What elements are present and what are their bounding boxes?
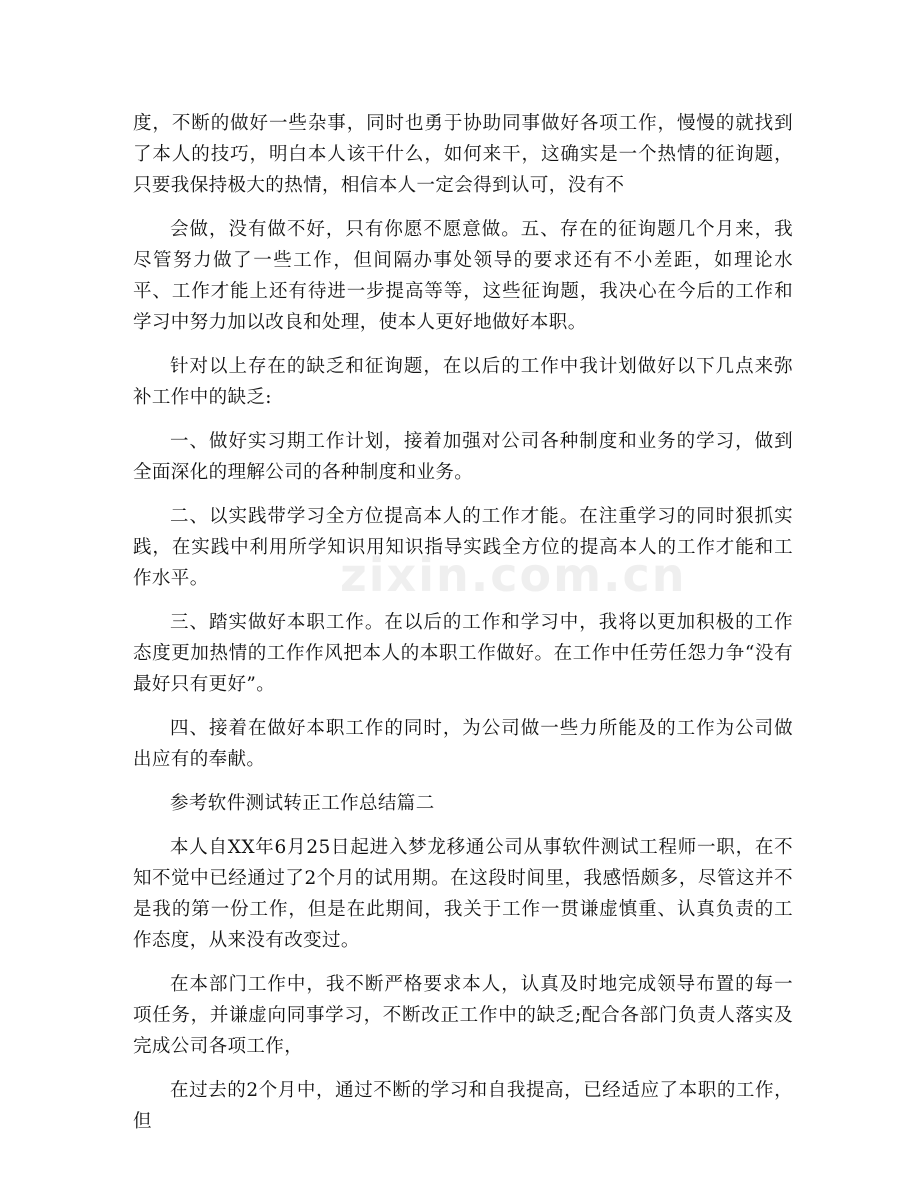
paragraph-1: 度，不断的做好一些杂事，同时也勇于协助同事做好各项工作，慢慢的就找到了本人的技巧，明白本人该干什么，如何来干，这确实是一个热情的征询题，只要我保持极大的热情，相信本人一定会得到认可，没有不 [133,113,793,196]
paragraph-3: 针对以上存在的缺乏和征询题，在以后的工作中我计划做好以下几点来弥补工作中的缺乏: [133,356,793,408]
paragraph-7: 四、接着在做好本职工作的同时，为公司做一些力所能及的工作为公司做出应有的奉献。 [133,718,793,770]
document-body [133,108,793,1150]
paragraph-10: 在过去的2个月中，通过不断的学习和自我提高，已经适应了本职的工作，但 [133,1080,793,1132]
paragraph-4: 一、做好实习期工作计划，接着加强对公司各种制度和业务的学习，做到全面深化的理解公司的各种制度和业务。 [133,431,793,483]
paragraph-8: 本人自XX年6月25日起进入梦龙移通公司从事软件测试工程师一职，在不知不觉中已经通过了2个月的试用期。在这段时间里，我感悟颇多，尽管这并不是我的第一份工作，但是在此期间，我关于工作一贯谦虚慎重、认真负责的工作态度，从来没有改变过。 [133,837,793,951]
paragraph-5: 二、以实践带学习全方位提高本人的工作才能。在注重学习的同时狠抓实践，在实践中利用所学知识用知识指导实践全方位的提高本人的工作才能和工作水平。 [133,506,793,589]
watermark-text: zixin.com.cn [340,548,687,602]
paragraph-2: 会做，没有做不好，只有你愿不愿意做。五、存在的征询题几个月来，我尽管努力做了一些工作，但间隔办事处领导的要求还有不小差距，如理论水平、工作才能上还有待进一步提高等等，这些征询题，我决心在今后的工作和学习中努力加以改良和处理，使本人更好地做好本职。 [133,219,793,333]
paragraph-9: 在本部门工作中，我不断严格要求本人，认真及时地完成领导布置的每一项任务，并谦虚向同事学习，不断改正工作中的缺乏;配合各部门负责人落实及完成公司各项工作， [133,974,793,1057]
paragraph-6: 三、踏实做好本职工作。在以后的工作和学习中，我将以更加积极的工作态度更加热情的工作作风把本人的本职工作做好。在工作中任劳任怨力争“没有最好只有更好”。 [133,612,793,695]
section-heading: 参考软件测试转正工作总结篇二 [170,793,435,814]
